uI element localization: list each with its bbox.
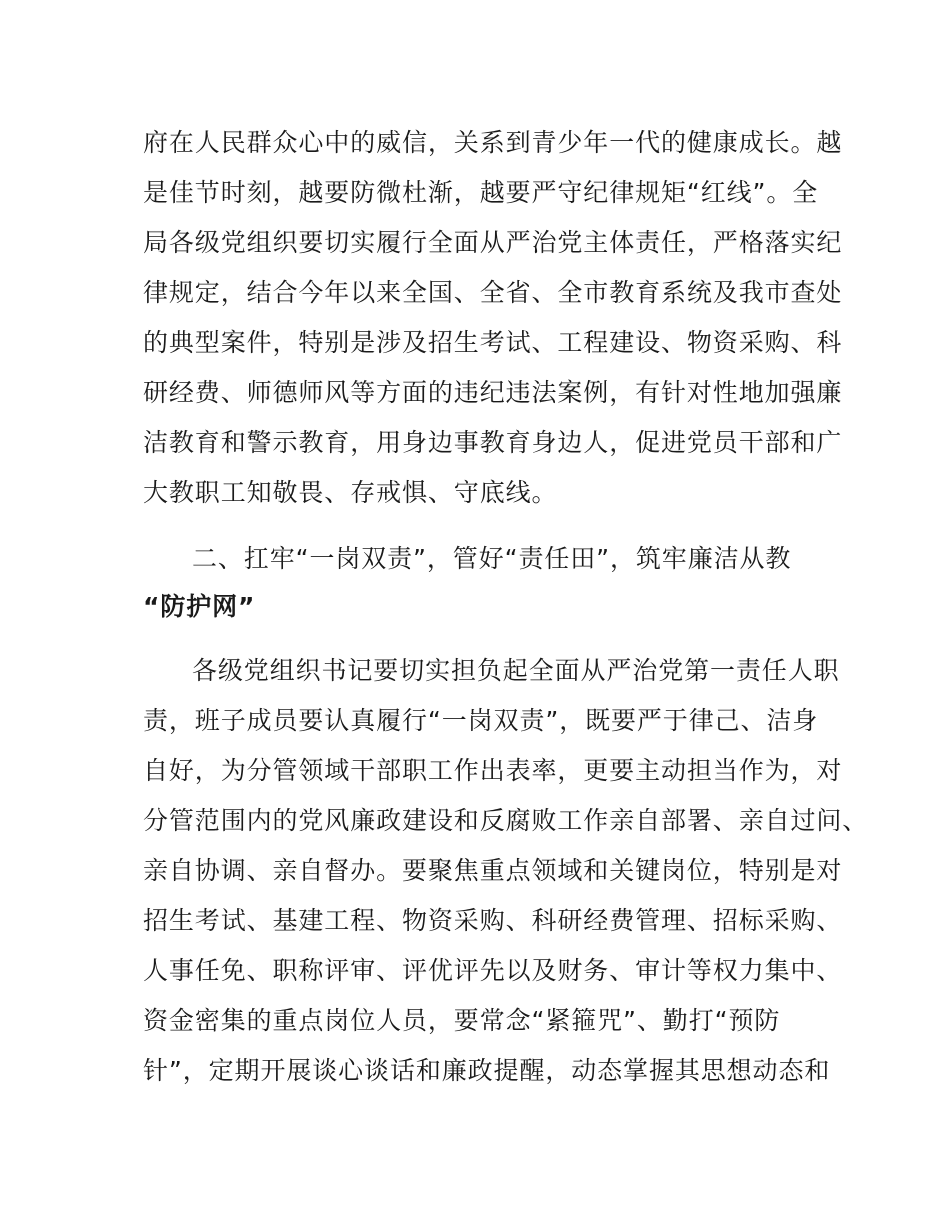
body-text-line: 招生考试、基建工程、物资采购、科研经费管理、招标采购、: [143, 906, 843, 935]
body-text-line: 自好，为分管领域干部职工作出表率，更要主动担当作为，对: [143, 756, 843, 785]
body-text-line: 针”，定期开展谈心谈话和廉政提醒，动态掌握其思想动态和: [143, 1056, 831, 1085]
body-text-line: 亲自协调、亲自督办。要聚焦重点领域和关键岗位，特别是对: [143, 856, 843, 885]
body-text-line: 研经费、师德师风等方面的违纪违法案例，有针对性地加强廉: [143, 378, 843, 407]
body-text-line: 的典型案件，特别是涉及招生考试、工程建设、物资采购、科: [143, 328, 843, 357]
section-heading-line: 二、扛牢“一岗双责”，管好“责任田”，筑牢廉洁从教: [192, 544, 792, 573]
body-text-line: 是佳节时刻，越要防微杜渐，越要严守纪律规矩“红线”。全: [143, 178, 819, 207]
body-text-line: 分管范围内的党风廉政建设和反腐败工作亲自部署、亲自过问、: [143, 806, 869, 835]
body-text-line: 资金密集的重点岗位人员，要常念“紧箍咒”、勤打“预防: [143, 1006, 781, 1035]
body-text-line: 责，班子成员要认真履行“一岗双责”，既要严于律己、洁身: [143, 706, 819, 735]
body-text-line: 各级党组织书记要切实担负起全面从严治党第一责任人职: [192, 656, 840, 685]
body-text-line: 律规定，结合今年以来全国、全省、全市教育系统及我市查处: [143, 278, 843, 307]
body-text-line: 洁教育和警示教育，用身边事教育身边人，促进党员干部和广: [143, 428, 843, 457]
section-heading-line: “防护网”: [143, 592, 256, 621]
body-text-line: 府在人民群众心中的威信，关系到青少年一代的健康成长。越: [143, 128, 843, 157]
body-text-line: 大教职工知敬畏、存戒惧、守底线。: [143, 478, 558, 507]
body-text-line: 人事任免、职称评审、评优评先以及财务、审计等权力集中、: [143, 956, 843, 985]
body-text-line: 局各级党组织要切实履行全面从严治党主体责任，严格落实纪: [143, 228, 843, 257]
